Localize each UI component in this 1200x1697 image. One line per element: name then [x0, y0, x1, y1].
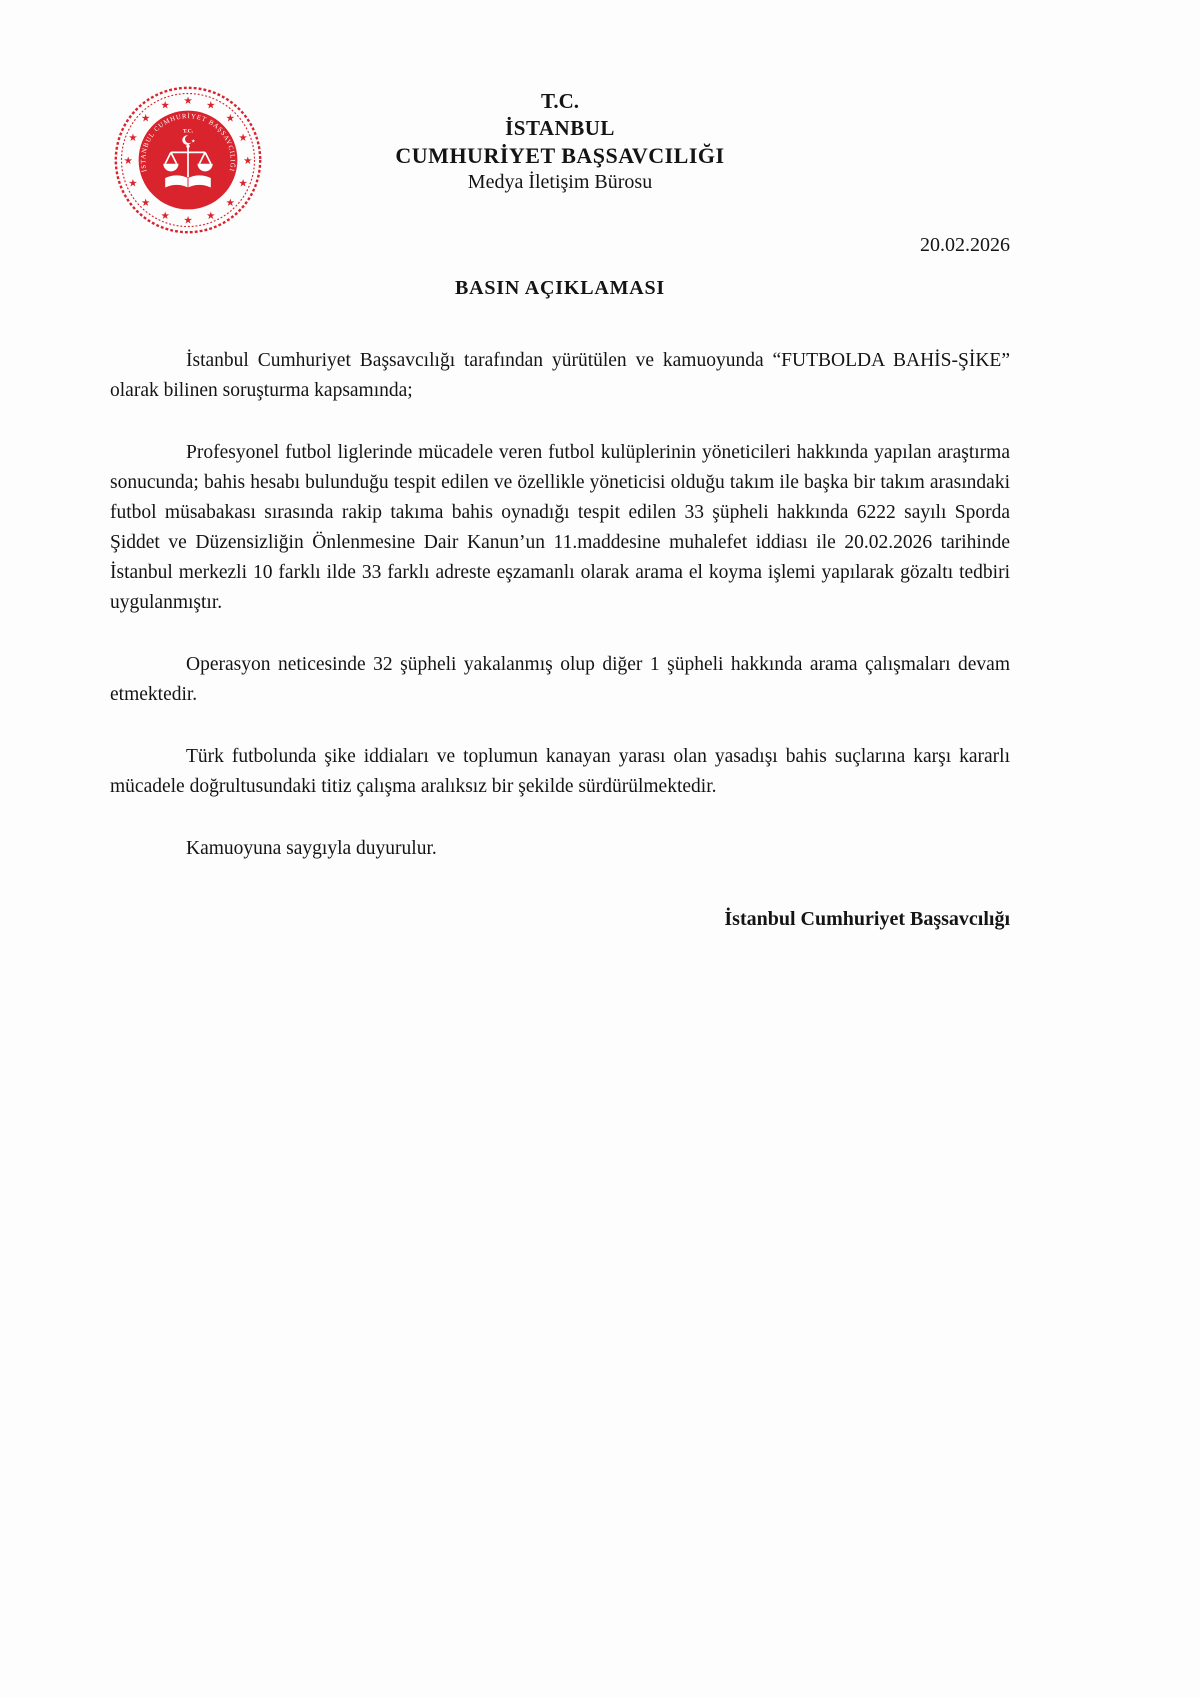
svg-text:★: ★	[206, 209, 216, 222]
body-paragraph: Operasyon neticesinde 32 şüpheli yakalanmış olup diğer 1 şüpheli hakkında arama çalışmaları devam etmektedir.	[110, 654, 1010, 705]
svg-text:★: ★	[183, 94, 193, 107]
body-paragraph: Türk futbolunda şike iddiaları ve toplumun kanayan yarası olan yasadışı bahis suçlarına karşı kararlı mücadele doğrultusundaki titiz çalışma aralıksız bir şekilde sürdürülmektedir.	[110, 746, 1010, 797]
signature: İstanbul Cumhuriyet Başsavcılığı	[724, 908, 1010, 930]
svg-text:★: ★	[141, 197, 151, 210]
document-date: 20.02.2026	[920, 234, 1010, 256]
svg-text:★: ★	[191, 139, 196, 145]
letterhead-city: İSTANBUL	[505, 116, 615, 140]
letterhead-tc: T.C.	[540, 89, 580, 113]
svg-text:★: ★	[128, 177, 138, 190]
body-paragraph: Kamuoyuna saygıyla duyurulur.	[186, 838, 437, 859]
svg-text:★: ★	[206, 99, 216, 112]
letterhead	[110, 0, 1010, 196]
svg-text:★: ★	[160, 99, 170, 112]
seal-tc-text: T.C.	[182, 128, 194, 135]
document-body	[110, 346, 1010, 864]
document-title: BASIN AÇIKLAMASI	[454, 277, 666, 299]
svg-text:★: ★	[141, 112, 151, 125]
svg-text:★: ★	[128, 132, 138, 144]
svg-text:★: ★	[225, 197, 235, 210]
svg-text:★: ★	[243, 154, 253, 167]
svg-text:★: ★	[160, 209, 170, 222]
seal-ring-text: İSTANBUL CUMHURİYET BAŞSAVCILIĞI	[140, 113, 236, 173]
body-paragraph: İstanbul Cumhuriyet Başsavcılığı tarafından yürütülen ve kamuoyunda “FUTBOLDA BAHİS-ŞİKE” olarak bilinen soruşturma kapsamında;	[110, 350, 1010, 401]
svg-text:★: ★	[238, 177, 248, 190]
svg-text:★: ★	[183, 214, 193, 227]
body-paragraph: Profesyonel futbol liglerinde mücadele veren futbol kulüplerinin yöneticileri hakkında yapılan araştırma sonucunda; bahis hesabı bulunduğu tespit edilen ve özellikle yöneticisi olduğu takım ile başka bir takım arasındaki futbol müsabakası sırasında rakip takıma bahis oynadığı tespit edilen 33 şüpheli hakkında 6222 sayılı Sporda Şiddet ve Düzensizliğin Önlenmesine Dair Kanun’un 11.maddesine muhalefet iddiası ile 20.02.2026 tarihinde İstanbul merkezli 10 farklı ilde 33 farklı adreste eşzamanlı olarak arama el koyma işlemi yapılarak gözaltı tedbiri uygulanmıştır.	[110, 442, 1010, 613]
svg-text:★: ★	[238, 132, 248, 144]
letterhead-office: CUMHURİYET BAŞSAVCILIĞI	[395, 143, 725, 168]
letterhead-bureau: Medya İletişim Bürosu	[467, 171, 653, 193]
svg-text:★: ★	[123, 154, 133, 167]
svg-text:★: ★	[225, 112, 235, 125]
